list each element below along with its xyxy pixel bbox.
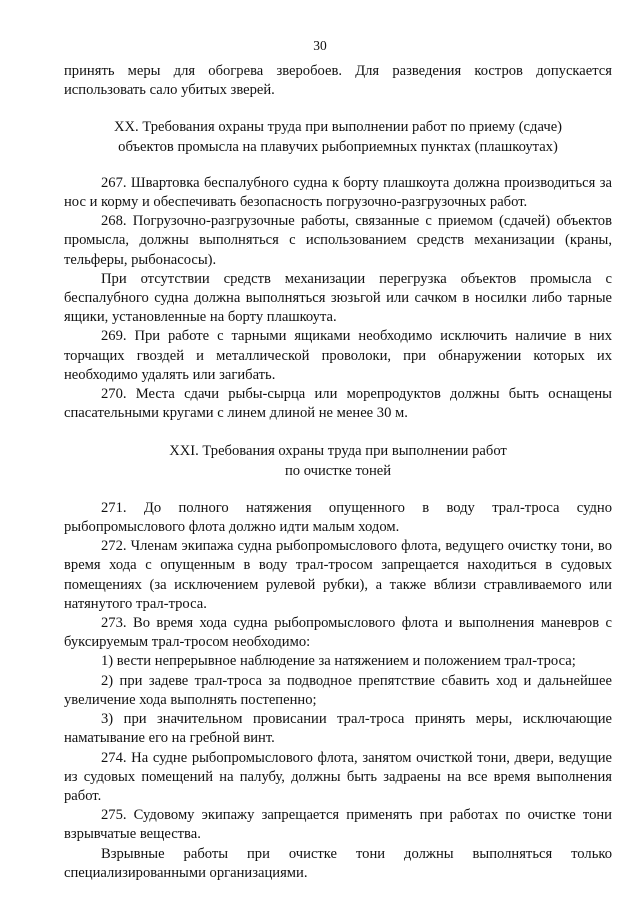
paragraph-268-continuation: При отсутствии средств механизации перегрузка объектов промысла с беспалубного судна должна выполняться зюзьгой или сачком в носилки либо тарные ящики, установленные на борту плашкоута. <box>64 270 612 326</box>
document-body <box>64 62 612 883</box>
section-xxi-heading <box>64 442 612 480</box>
paragraph-267: 267. Швартовка беспалубного судна к борту плашкоута должна производиться за нос и корму и обеспечивать безопасность погрузочно-разгрузочных работ. <box>64 174 612 211</box>
page-number: 30 <box>313 38 327 53</box>
paragraph-269: 269. При работе с тарными ящиками необходимо исключить наличие в них торчащих гвоздей и металлической проволоки, при обнаружении которых их необходимо удалять или загибать. <box>64 328 612 383</box>
paragraph-273-item-1: 1) вести непрерывное наблюдение за натяжением и положением трал-троса; <box>101 653 576 670</box>
paragraph-274: 274. На судне рыбопромыслового флота, занятом очисткой тони, двери, ведущие из судовых помещений на палубу, должны быть задраены на все время выполнения работ. <box>64 749 612 804</box>
paragraph-275-continuation: Взрывные работы при очистке тони должны выполняться только специализированными организациями. <box>64 845 612 881</box>
section-xx-title-line-2: объектов промысла на плавучих рыбоприемных пунктах (плашкоутах) <box>118 138 558 155</box>
paragraph-273-item-2: 2) при задеве трал-троса за подводное препятствие сбавить ход и дальнейшее увеличение хода выполнять постепенно; <box>64 672 612 708</box>
paragraph-268: 268. Погрузочно-разгрузочные работы, связанные с приемом (сдачей) объектов промысла, должны выполняться с использованием средств механизации (краны, тельферы, рыбонасосы). <box>64 213 612 268</box>
intro-paragraph: принять меры для обогрева зверобоев. Для разведения костров допускается использовать сало убитых зверей. <box>64 63 612 99</box>
paragraph-273-item-3: 3) при значительном провисании трал-троса принять меры, исключающие наматывание его на гребной винт. <box>64 711 612 747</box>
section-xxi-title-line-2: по очистке тоней <box>284 462 392 479</box>
paragraph-273: 273. Во время хода судна рыбопромыслового флота и выполнения маневров с буксируемым трал-тросом необходимо: <box>64 615 612 651</box>
paragraph-272: 272. Членам экипажа судна рыбопромыслового флота, ведущего очистку тони, во время хода с опущенным в воду трал-тросом запрещается находиться в судовых помещениях (за исключением рулевой рубки), а также вблизи стравливаемого или натянутого трал-троса. <box>64 538 612 612</box>
section-xx-heading <box>64 118 612 156</box>
section-xx-title-line-1: XX. Требования охраны труда при выполнении работ по приему (сдаче) <box>113 119 563 136</box>
paragraph-271: 271. До полного натяжения опущенного в воду трал-троса судно рыбопромыслового флота должно идти малым ходом. <box>64 499 612 536</box>
paragraph-270: 270. Места сдачи рыбы-сырца или морепродуктов должны быть оснащены спасательными кругами с линем длиной не менее 30 м. <box>64 386 612 422</box>
paragraph-275: 275. Судовому экипажу запрещается применять при работах по очистке тони взрывчатые вещества. <box>64 807 612 843</box>
section-xxi-title-line-1: XXI. Требования охраны труда при выполнении работ <box>169 443 507 460</box>
